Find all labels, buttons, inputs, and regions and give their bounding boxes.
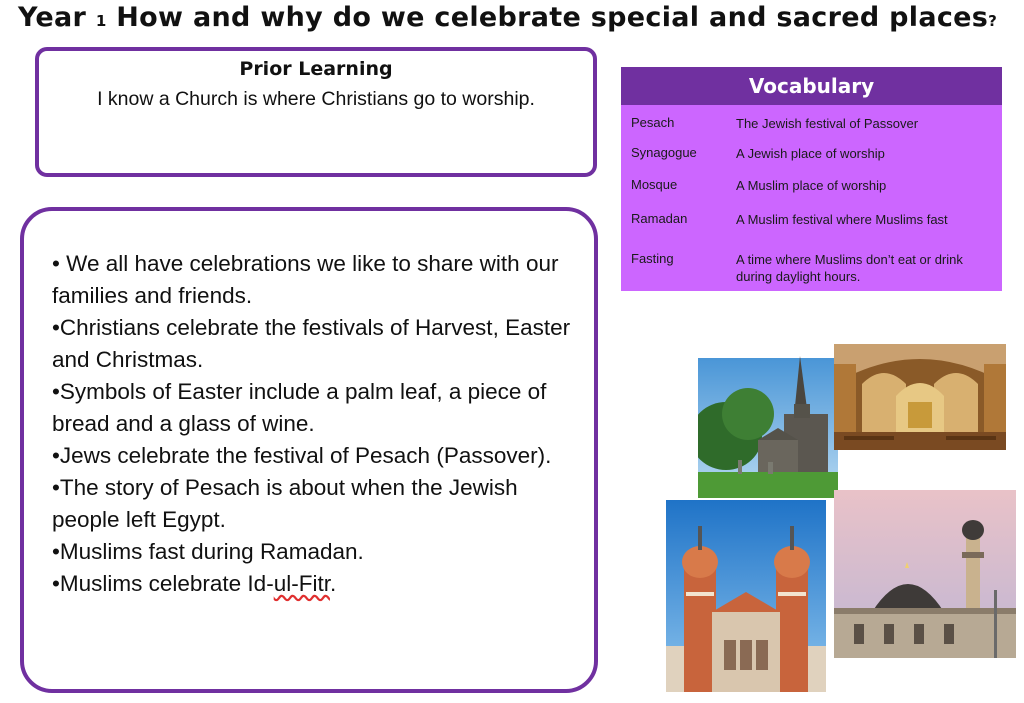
- prior-learning-heading: Prior Learning: [239, 58, 393, 80]
- vocab-definition: A time where Muslims don’t eat or drink during daylight hours.: [736, 252, 963, 284]
- church-interior-photo: [834, 344, 1006, 450]
- vocab-definition: The Jewish festival of Passover: [736, 116, 919, 131]
- spellcheck-underline: ul-Fitr: [273, 571, 330, 596]
- knowledge-item: •Symbols of Easter include a palm leaf, a piece of bread and a glass of wine.: [52, 379, 547, 436]
- vocabulary-heading: Vocabulary: [621, 67, 1002, 105]
- vocab-term: Pesach: [631, 115, 675, 130]
- knowledge-item: •Muslims fast during Ramadan.: [52, 539, 364, 564]
- knowledge-list: [52, 248, 574, 600]
- mosque-photo: [834, 490, 1016, 658]
- knowledge-item: •The story of Pesach is about when the Jewish people left Egypt.: [52, 475, 518, 532]
- page-title: Year 1 How and why do we celebrate special and sacred places?: [18, 2, 998, 33]
- knowledge-item: •Muslims celebrate Id-ul-Fitr.: [52, 571, 337, 596]
- church-photo: [698, 344, 838, 498]
- knowledge-item: •Christians celebrate the festivals of Harvest, Easter and Christmas.: [52, 315, 571, 372]
- vocab-term: Ramadan: [631, 211, 688, 226]
- vocab-term: Synagogue: [631, 145, 697, 160]
- prior-learning-box: [35, 47, 597, 177]
- vocab-term: Fasting: [631, 251, 674, 266]
- vocab-term: Mosque: [631, 177, 678, 192]
- knowledge-item: • We all have celebrations we like to share with our families and friends.: [52, 251, 559, 308]
- key-knowledge-box: [20, 207, 598, 693]
- vocab-definition: A Muslim place of worship: [736, 178, 887, 193]
- vocab-definition: A Jewish place of worship: [736, 146, 885, 161]
- prior-learning-text: I know a Church is where Christians go to worship.: [97, 88, 535, 110]
- vocab-definition: A Muslim festival where Muslims fast: [736, 212, 948, 227]
- vocabulary-table: [621, 67, 1002, 291]
- synagogue-photo: [666, 500, 826, 692]
- knowledge-item: •Jews celebrate the festival of Pesach (Passover).: [52, 443, 552, 468]
